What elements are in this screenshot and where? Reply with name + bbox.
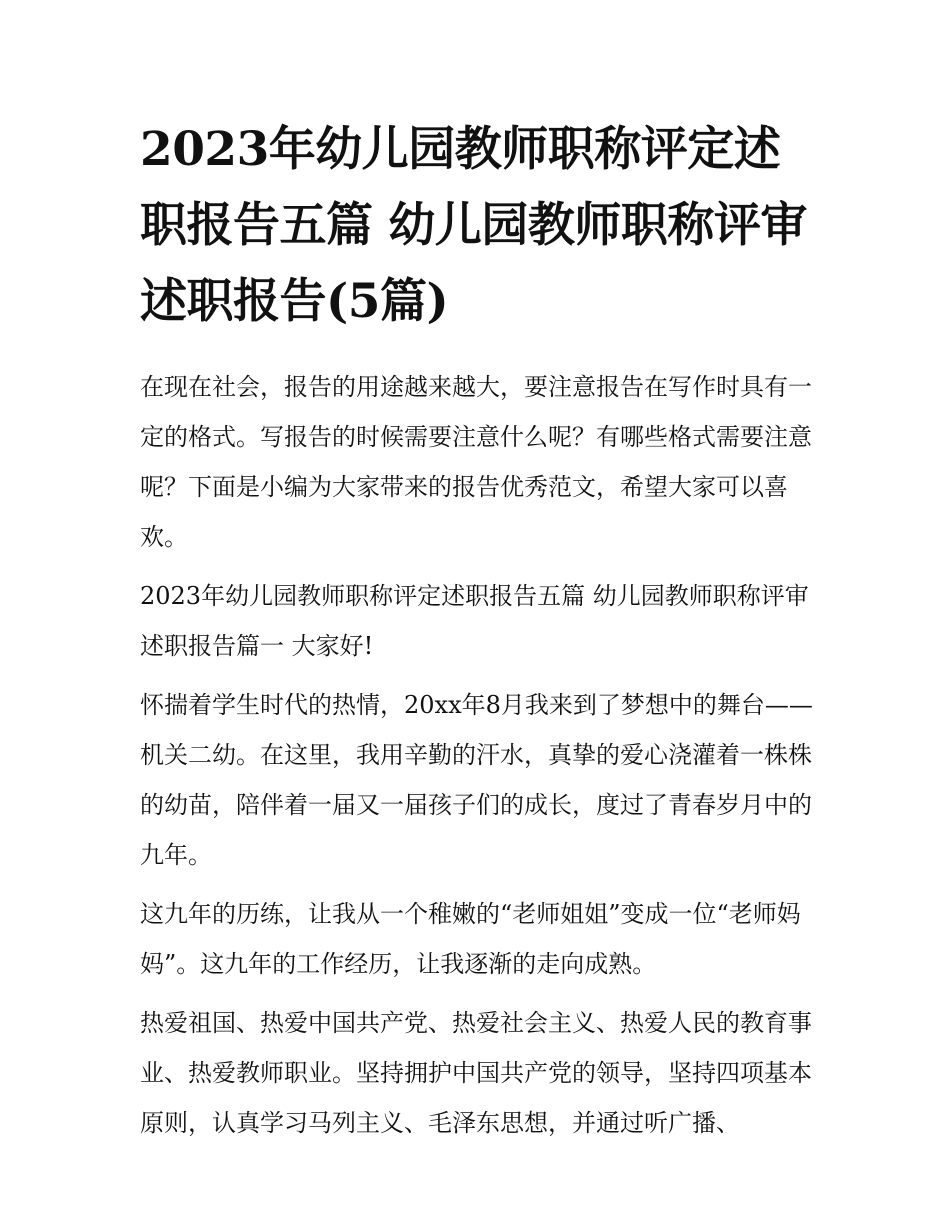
document-title: 2023年幼儿园教师职称评定述职报告五篇 幼儿园教师职称评审述职报告(5篇) <box>140 122 807 329</box>
paragraph-1: 怀揣着学生时代的热情，20xx年8月我来到了梦想中的舞台——机关二幼。在这里，我用辛勤的汗水，真挚的爱心浇灌着一株株的幼苗，陪伴着一届又一届孩子们的成长，度过了青春岁月中的九年。 <box>140 691 813 869</box>
paragraph-article-heading: 2023年幼儿园教师职称评定述职报告五篇 幼儿园教师职称评审述职报告篇一 大家好! <box>140 582 809 660</box>
document-body <box>140 112 820 1157</box>
paragraph-2: 这九年的历练，让我从一个稚嫩的“老师姐姐”变成一位“老师妈妈”。这九年的工作经历，让我逐渐的走向成熟。 <box>140 900 801 978</box>
paragraph-3: 热爱祖国、热爱中国共产党、热爱社会主义、热爱人民的教育事业、热爱教师职业。坚持拥护中国共产党的领导，坚持四项基本原则，认真学习马列主义、毛泽东思想，并通过听广播、 <box>140 1009 812 1137</box>
paragraph-intro: 在现在社会，报告的用途越来越大，要注意报告在写作时具有一定的格式。写报告的时候需要注意什么呢？有哪些格式需要注意呢？下面是小编为大家带来的报告优秀范文，希望大家可以喜欢。 <box>140 373 812 551</box>
